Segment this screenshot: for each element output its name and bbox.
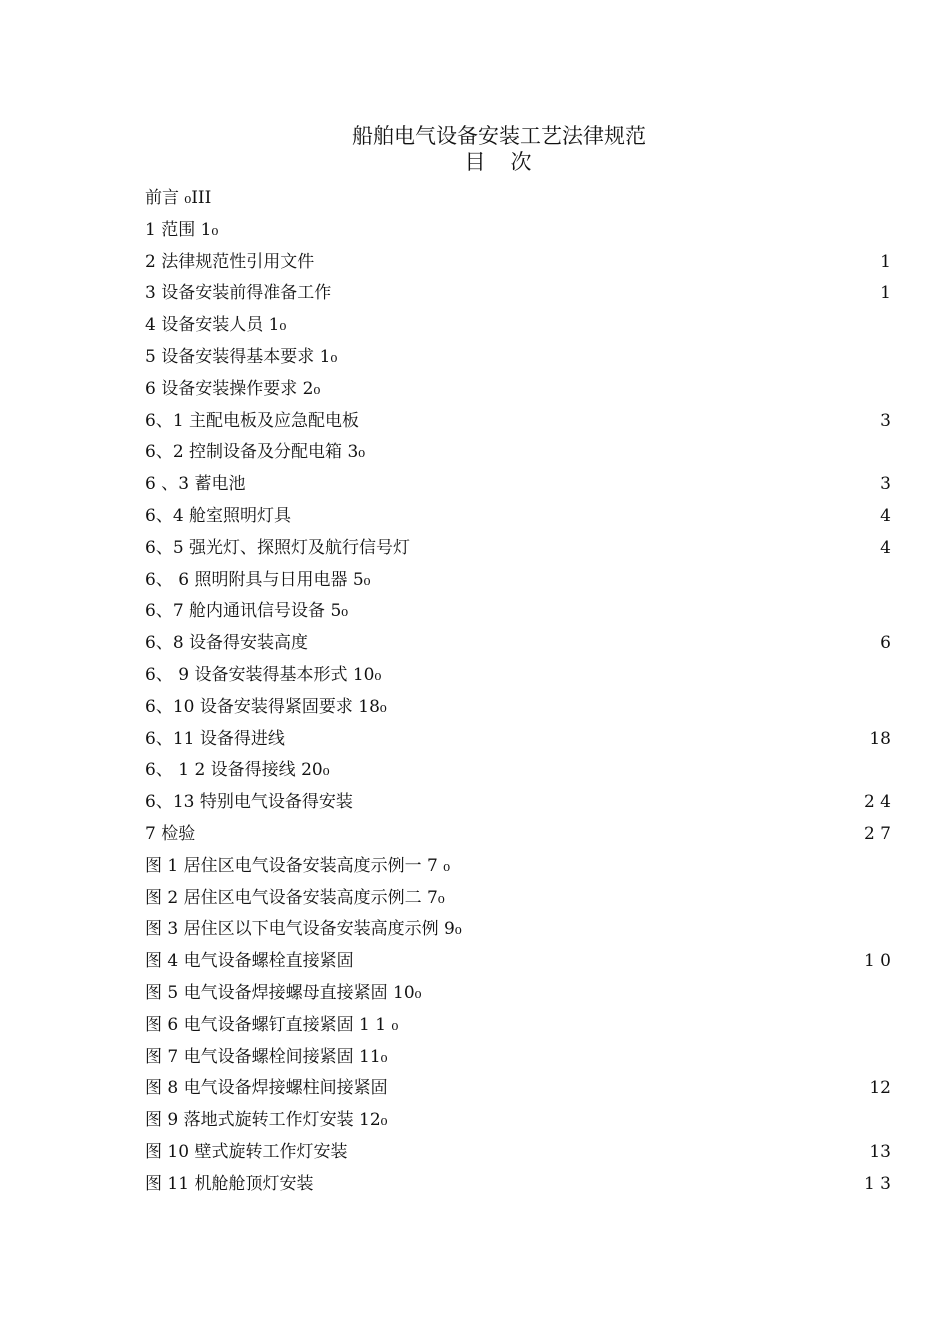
toc-entry-title: 图 4 电气设备螺栓直接紧固 (145, 951, 354, 972)
toc-entry-title: 6、2 控制设备及分配电箱 3₀ (145, 442, 366, 463)
toc-entry-title: 2 法律规范性引用文件 (145, 251, 315, 272)
toc-heading: 目 次 (464, 150, 534, 174)
toc-entry[interactable] (145, 628, 891, 660)
toc-entry[interactable] (145, 1010, 891, 1042)
toc-entry[interactable] (145, 437, 891, 469)
toc-entry-title: 图 8 电气设备焊接螺柱间接紧固 (145, 1078, 388, 1099)
toc-entry[interactable] (145, 692, 891, 724)
toc-entry-title: 6、 1 2 设备得接线 20₀ (145, 760, 330, 781)
toc-entry[interactable] (145, 374, 891, 406)
toc-entry-title: 图 1 居住区电气设备安装高度示例一 7 ₀ (145, 855, 451, 876)
table-of-contents (145, 183, 891, 1201)
toc-entry-page-number: 1 (880, 283, 891, 304)
toc-entry-title: 图 9 落地式旋转工作灯安装 12₀ (145, 1110, 388, 1131)
toc-entry[interactable] (145, 501, 891, 533)
toc-entry[interactable] (145, 247, 891, 279)
toc-entry[interactable] (145, 851, 891, 883)
toc-entry-title: 图 10 壁式旋转工作灯安装 (145, 1141, 348, 1162)
toc-entry-title: 6、11 设备得进线 (145, 728, 285, 749)
toc-entry-title: 6、4 舱室照明灯具 (145, 505, 292, 526)
toc-entry-title: 6、10 设备安装得紧固要求 18₀ (145, 696, 387, 717)
toc-entry[interactable] (145, 183, 891, 215)
toc-entry[interactable] (145, 1137, 891, 1169)
toc-entry-page-number: 1 0 (863, 951, 891, 972)
toc-entry[interactable] (145, 724, 891, 756)
toc-entry-page-number: 13 (869, 1141, 891, 1162)
toc-entry[interactable] (145, 596, 891, 628)
toc-entry-title: 图 3 居住区以下电气设备安装高度示例 9₀ (145, 919, 462, 940)
toc-entry[interactable] (145, 787, 891, 819)
toc-entry[interactable] (145, 310, 891, 342)
toc-entry[interactable] (145, 883, 891, 915)
toc-entry-title: 图 6 电气设备螺钉直接紧固 1 1 ₀ (145, 1014, 399, 1035)
toc-entry-title: 6、8 设备得安装高度 (145, 633, 309, 654)
toc-entry-title: 6、13 特别电气设备得安装 (145, 792, 353, 813)
toc-entry-title: 6、 6 照明附具与日用电器 5₀ (145, 569, 371, 590)
toc-entry-title: 7 检验 (145, 823, 196, 844)
toc-entry-title: 1 范围 1₀ (145, 219, 219, 240)
toc-entry-page-number: 4 (880, 505, 891, 526)
toc-entry[interactable] (145, 215, 891, 247)
toc-entry[interactable] (145, 278, 891, 310)
toc-entry[interactable] (145, 342, 891, 374)
toc-entry-title: 6、5 强光灯、探照灯及航行信号灯 (145, 537, 411, 558)
toc-entry-title: 图 11 机舱舱顶灯安装 (145, 1173, 314, 1194)
toc-entry[interactable] (145, 469, 891, 501)
toc-entry-title: 6、 9 设备安装得基本形式 10₀ (145, 664, 382, 685)
toc-entry-title: 图 5 电气设备焊接螺母直接紧固 10₀ (145, 982, 422, 1003)
toc-entry-title: 前言 ₀III (145, 188, 212, 208)
toc-entry[interactable] (145, 819, 891, 851)
toc-entry-page-number: 1 3 (863, 1173, 891, 1194)
toc-entry-title: 6、7 舱内通讯信号设备 5₀ (145, 601, 349, 622)
toc-entry[interactable] (145, 1042, 891, 1074)
toc-entry-title: 5 设备安装得基本要求 1₀ (145, 346, 338, 367)
toc-entry[interactable] (145, 565, 891, 597)
toc-entry[interactable] (145, 1169, 891, 1201)
toc-entry[interactable] (145, 1105, 891, 1137)
toc-entry[interactable] (145, 533, 891, 565)
toc-entry[interactable] (145, 978, 891, 1010)
toc-entry-title: 4 设备安装人员 1₀ (145, 315, 287, 336)
toc-entry[interactable] (145, 755, 891, 787)
toc-entry[interactable] (145, 1073, 891, 1105)
toc-entry-title: 图 7 电气设备螺栓间接紧固 11₀ (145, 1046, 388, 1067)
toc-entry-page-number: 2 7 (863, 823, 891, 844)
toc-entry-page-number: 3 (880, 410, 891, 431)
toc-entry[interactable] (145, 406, 891, 438)
toc-entry-page-number: 18 (869, 728, 891, 749)
toc-entry-page-number: 3 (880, 474, 891, 495)
document-title: 船舶电气设备安装工艺法律规范 (352, 124, 646, 148)
toc-entry[interactable] (145, 660, 891, 692)
toc-entry[interactable] (145, 914, 891, 946)
toc-entry-page-number: 6 (880, 633, 891, 654)
toc-entry-title: 3 设备安装前得准备工作 (145, 283, 332, 304)
toc-entry-title: 图 2 居住区电气设备安装高度示例二 7₀ (145, 887, 445, 908)
toc-entry-title: 6 、3 蓄电池 (145, 474, 246, 495)
toc-entry-title: 6 设备安装操作要求 2₀ (145, 378, 321, 399)
toc-entry[interactable] (145, 946, 891, 978)
toc-entry-page-number: 1 (880, 251, 891, 272)
toc-entry-page-number: 12 (869, 1078, 891, 1099)
toc-entry-title: 6、1 主配电板及应急配电板 (145, 410, 360, 431)
toc-entry-page-number: 2 4 (863, 792, 891, 813)
toc-entry-page-number: 4 (880, 537, 891, 558)
